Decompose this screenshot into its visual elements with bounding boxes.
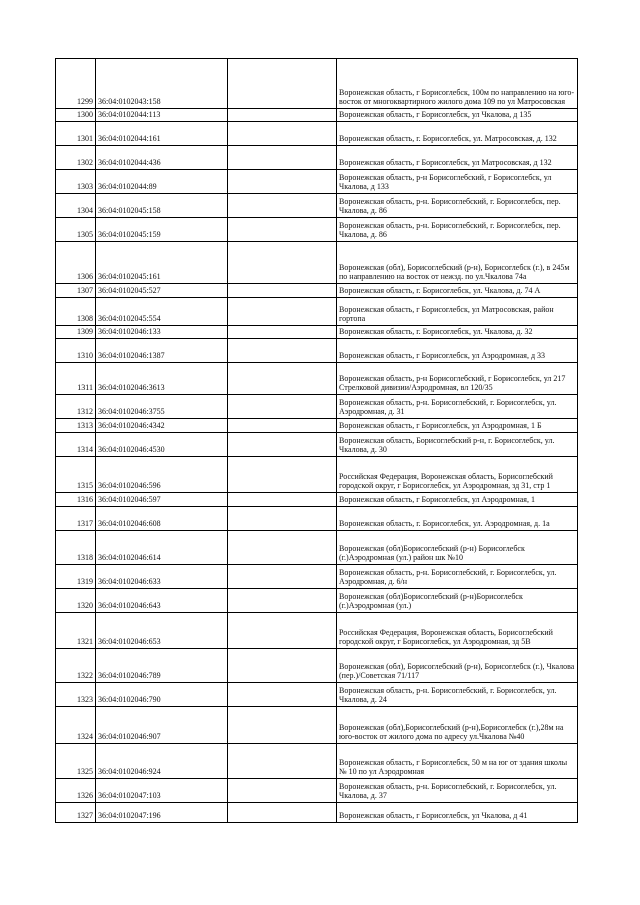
table-row xyxy=(56,779,578,803)
cadastral-number-cell: 36:04:0102046:597 xyxy=(96,493,228,507)
cadastral-number-cell: 36:04:0102046:608 xyxy=(96,507,228,531)
address-cell: Воронежская область, г. Борисоглебск, ул. Матросовская, д. 132 xyxy=(337,122,578,146)
address-cell: Воронежская область, р-н. Борисоглебский, г. Борисоглебск, пер. Чкалова, д. 86 xyxy=(337,218,578,242)
empty-cell xyxy=(228,589,337,613)
table-row xyxy=(56,507,578,531)
empty-cell xyxy=(228,194,337,218)
address-cell: Воронежская область, р-н Борисоглебский, г Борисоглебск, ул 217 Стрелковой дивизии/Аэродромная, вл 120/35 xyxy=(337,363,578,395)
row-number-cell: 1310 xyxy=(56,339,96,363)
empty-cell xyxy=(228,779,337,803)
empty-cell xyxy=(228,803,337,823)
empty-cell xyxy=(228,109,337,122)
address-cell: Воронежская (обл), Борисоглебский (р-н), Борисоглебск (г.), Чкалова (пер.)/Советская 71/117 xyxy=(337,649,578,683)
cadastral-number-cell: 36:04:0102046:643 xyxy=(96,589,228,613)
table-row xyxy=(56,493,578,507)
table-row xyxy=(56,433,578,457)
row-number-cell: 1319 xyxy=(56,565,96,589)
empty-cell xyxy=(228,507,337,531)
cadastral-number-cell: 36:04:0102044:161 xyxy=(96,122,228,146)
address-cell: Воронежская область, г Борисоглебск, 50 м на юг от здания школы № 10 по ул Аэродромная xyxy=(337,744,578,779)
cadastral-number-cell: 36:04:0102047:103 xyxy=(96,779,228,803)
row-number-cell: 1302 xyxy=(56,146,96,170)
row-number-cell: 1315 xyxy=(56,457,96,493)
empty-cell xyxy=(228,744,337,779)
row-number-cell: 1305 xyxy=(56,218,96,242)
table-row xyxy=(56,395,578,419)
address-cell: Воронежская область, Борисоглебский р-н, г. Борисоглебск, ул. Чкалова, д. 30 xyxy=(337,433,578,457)
cadastral-number-cell: 36:04:0102045:161 xyxy=(96,242,228,284)
address-cell: Воронежская область, г Борисоглебск, ул Матросовская, район гортопа xyxy=(337,298,578,326)
row-number-cell: 1321 xyxy=(56,613,96,649)
empty-cell xyxy=(228,339,337,363)
address-cell: Воронежская область, г Борисоглебск, ул Аэродромная, д 33 xyxy=(337,339,578,363)
empty-cell xyxy=(228,59,337,109)
table-row xyxy=(56,339,578,363)
row-number-cell: 1312 xyxy=(56,395,96,419)
cadastral-number-cell: 36:04:0102046:596 xyxy=(96,457,228,493)
empty-cell xyxy=(228,419,337,433)
empty-cell xyxy=(228,170,337,194)
address-cell: Воронежская (обл)Борисоглебский (р-н) Борисоглебск (г.)Аэродромная (ул.) район шк №10 xyxy=(337,531,578,565)
row-number-cell: 1327 xyxy=(56,803,96,823)
address-cell: Российская Федерация, Воронежская область, Борисоглебский городской округ, г Борисоглебск, ул Аэродромная, зд 5В xyxy=(337,613,578,649)
row-number-cell: 1300 xyxy=(56,109,96,122)
cadastral-number-cell: 36:04:0102044:113 xyxy=(96,109,228,122)
address-cell: Воронежская область, р-н. Борисоглебский, г. Борисоглебск, ул. Аэродромная, д. 6/н xyxy=(337,565,578,589)
table-row xyxy=(56,613,578,649)
cadastral-number-cell: 36:04:0102046:3613 xyxy=(96,363,228,395)
row-number-cell: 1320 xyxy=(56,589,96,613)
table-row xyxy=(56,803,578,823)
row-number-cell: 1303 xyxy=(56,170,96,194)
empty-cell xyxy=(228,613,337,649)
address-cell: Воронежская область, г Борисоглебск, ул Матросовская, д 132 xyxy=(337,146,578,170)
empty-cell xyxy=(228,531,337,565)
table-row xyxy=(56,744,578,779)
cadastral-number-cell: 36:04:0102046:4530 xyxy=(96,433,228,457)
address-cell: Воронежская область, р-н. Борисоглебский, г. Борисоглебск, ул. Чкалова, д. 37 xyxy=(337,779,578,803)
row-number-cell: 1322 xyxy=(56,649,96,683)
table-row xyxy=(56,457,578,493)
empty-cell xyxy=(228,683,337,707)
cadastral-number-cell: 36:04:0102045:158 xyxy=(96,194,228,218)
cadastral-number-cell: 36:04:0102046:614 xyxy=(96,531,228,565)
address-cell: Воронежская (обл), Борисоглебский (р-н), Борисоглебск (г.), в 245м по направлению на восток от нежзд. по ул.Чкалова 74а xyxy=(337,242,578,284)
row-number-cell: 1318 xyxy=(56,531,96,565)
table-row xyxy=(56,363,578,395)
cadastral-number-cell: 36:04:0102046:633 xyxy=(96,565,228,589)
empty-cell xyxy=(228,363,337,395)
table-row xyxy=(56,218,578,242)
empty-cell xyxy=(228,707,337,744)
empty-cell xyxy=(228,433,337,457)
address-cell: Воронежская область, г Борисоглебск, ул Чкалова, д 41 xyxy=(337,803,578,823)
address-cell: Воронежская область, г. Борисоглебск, ул. Чкалова, д. 74 А xyxy=(337,284,578,298)
table-row xyxy=(56,707,578,744)
address-cell: Воронежская область, г. Борисоглебск, ул. Чкалова, д. 32 xyxy=(337,326,578,339)
row-number-cell: 1306 xyxy=(56,242,96,284)
row-number-cell: 1304 xyxy=(56,194,96,218)
table-row xyxy=(56,170,578,194)
cadastral-number-cell: 36:04:0102045:527 xyxy=(96,284,228,298)
address-cell: Воронежская область, р-н. Борисоглебский, г. Борисоглебск, ул. Аэродромная, д. 31 xyxy=(337,395,578,419)
cadastral-number-cell: 36:04:0102044:89 xyxy=(96,170,228,194)
empty-cell xyxy=(228,649,337,683)
row-number-cell: 1301 xyxy=(56,122,96,146)
empty-cell xyxy=(228,326,337,339)
address-cell: Воронежская (обл)Борисоглебский (р-н)Борисоглебск (г.)Аэродромная (ул.) xyxy=(337,589,578,613)
table-row xyxy=(56,419,578,433)
row-number-cell: 1326 xyxy=(56,779,96,803)
cadastral-number-cell: 36:04:0102046:653 xyxy=(96,613,228,649)
row-number-cell: 1308 xyxy=(56,298,96,326)
row-number-cell: 1325 xyxy=(56,744,96,779)
address-cell: Воронежская область, г Борисоглебск, ул Аэродромная, 1 xyxy=(337,493,578,507)
row-number-cell: 1307 xyxy=(56,284,96,298)
cadastral-number-cell: 36:04:0102044:436 xyxy=(96,146,228,170)
row-number-cell: 1323 xyxy=(56,683,96,707)
address-cell: Воронежская область, г Борисоглебск, ул Чкалова, д 135 xyxy=(337,109,578,122)
empty-cell xyxy=(228,493,337,507)
row-number-cell: 1314 xyxy=(56,433,96,457)
row-number-cell: 1324 xyxy=(56,707,96,744)
cadastral-number-cell: 36:04:0102046:924 xyxy=(96,744,228,779)
empty-cell xyxy=(228,146,337,170)
registry-table-body xyxy=(56,59,578,823)
cadastral-number-cell: 36:04:0102047:196 xyxy=(96,803,228,823)
table-row xyxy=(56,194,578,218)
address-cell: Воронежская область, г. Борисоглебск, ул. Аэродромная, д. 1а xyxy=(337,507,578,531)
cadastral-number-cell: 36:04:0102045:554 xyxy=(96,298,228,326)
row-number-cell: 1309 xyxy=(56,326,96,339)
cadastral-number-cell: 36:04:0102046:789 xyxy=(96,649,228,683)
table-row xyxy=(56,531,578,565)
row-number-cell: 1313 xyxy=(56,419,96,433)
address-cell: Воронежская область, г Борисоглебск, ул Аэродромная, 1 Б xyxy=(337,419,578,433)
address-cell: Воронежская область, р-н Борисоглебский, г Борисоглебск, ул Чкалова, д 133 xyxy=(337,170,578,194)
table-row xyxy=(56,242,578,284)
empty-cell xyxy=(228,242,337,284)
cadastral-number-cell: 36:04:0102043:158 xyxy=(96,59,228,109)
table-row xyxy=(56,122,578,146)
cadastral-number-cell: 36:04:0102046:4342 xyxy=(96,419,228,433)
row-number-cell: 1299 xyxy=(56,59,96,109)
table-row xyxy=(56,589,578,613)
cadastral-number-cell: 36:04:0102046:907 xyxy=(96,707,228,744)
table-row xyxy=(56,59,578,109)
row-number-cell: 1316 xyxy=(56,493,96,507)
table-row xyxy=(56,565,578,589)
cadastral-number-cell: 36:04:0102045:159 xyxy=(96,218,228,242)
address-cell: Российская Федерация, Воронежская область, Борисоглебский городской округ, г Борисоглебск, ул Аэродромная, зд 31, стр 1 xyxy=(337,457,578,493)
cadastral-number-cell: 36:04:0102046:133 xyxy=(96,326,228,339)
registry-table xyxy=(55,58,578,823)
table-row xyxy=(56,146,578,170)
empty-cell xyxy=(228,298,337,326)
row-number-cell: 1317 xyxy=(56,507,96,531)
address-cell: Воронежская область, р-н. Борисоглебский, г. Борисоглебск, пер. Чкалова, д. 86 xyxy=(337,194,578,218)
cadastral-number-cell: 36:04:0102046:3755 xyxy=(96,395,228,419)
table-row xyxy=(56,326,578,339)
empty-cell xyxy=(228,457,337,493)
table-row xyxy=(56,298,578,326)
cadastral-number-cell: 36:04:0102046:1387 xyxy=(96,339,228,363)
empty-cell xyxy=(228,565,337,589)
address-cell: Воронежская область, г Борисоглебск, 100м по направлению на юго-восток от многоквартирного жилого дома 109 по ул Матросовская xyxy=(337,59,578,109)
row-number-cell: 1311 xyxy=(56,363,96,395)
table-row xyxy=(56,649,578,683)
address-cell: Воронежская область, р-н. Борисоглебский, г. Борисоглебск, ул. Чкалова, д. 24 xyxy=(337,683,578,707)
cadastral-number-cell: 36:04:0102046:790 xyxy=(96,683,228,707)
empty-cell xyxy=(228,122,337,146)
empty-cell xyxy=(228,284,337,298)
address-cell: Воронежская (обл),Борисоглебский (р-н),Борисоглебск (г.),28м на юго-восток от жилого дома по адресу ул.Чкалова №40 xyxy=(337,707,578,744)
empty-cell xyxy=(228,395,337,419)
table-row xyxy=(56,683,578,707)
table-row xyxy=(56,109,578,122)
table-row xyxy=(56,284,578,298)
empty-cell xyxy=(228,218,337,242)
